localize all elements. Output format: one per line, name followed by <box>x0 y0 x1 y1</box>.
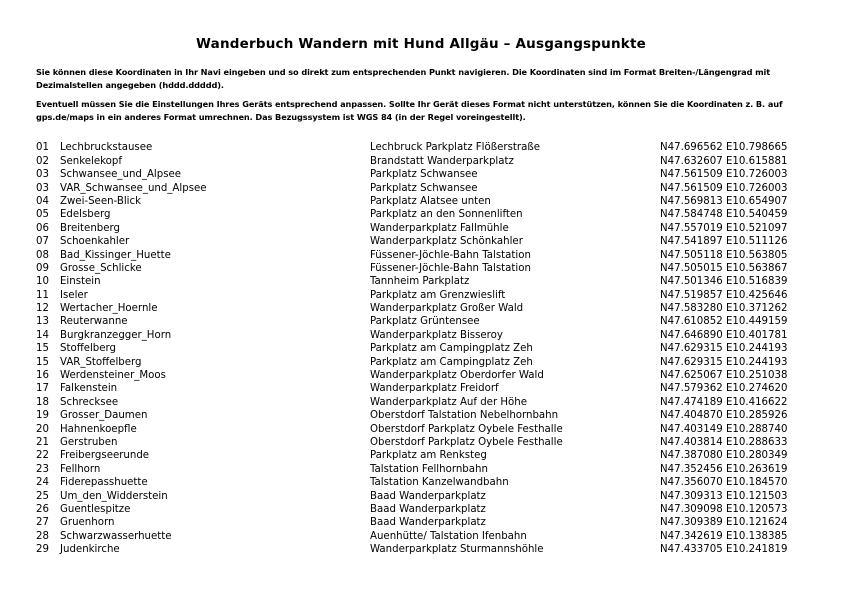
waypoint-number: 14 <box>36 329 49 341</box>
table-row <box>36 396 806 409</box>
table-row <box>36 343 806 356</box>
table-row <box>36 423 806 436</box>
waypoint-place: Wanderparkplatz Schönkahler <box>370 236 523 248</box>
waypoint-name: Lechbruckstausee <box>60 142 153 154</box>
waypoint-name: Werdensteiner_Moos <box>60 370 166 382</box>
waypoint-coordinates: N47.625067 E10.251038 <box>660 370 788 382</box>
waypoint-number: 24 <box>36 477 49 489</box>
waypoint-number: 21 <box>36 437 49 448</box>
intro-text-block <box>36 66 806 124</box>
waypoint-coordinates: N47.505015 E10.563867 <box>660 262 788 274</box>
waypoint-coordinates: N47.561509 E10.726003 <box>660 182 788 194</box>
waypoint-name: Schoenkahler <box>60 236 130 248</box>
waypoint-place: Oberstdorf Parkplatz Oybele Festhalle <box>370 437 563 448</box>
waypoint-place: Füssener-Jöchle-Bahn Talstation <box>370 262 531 274</box>
waypoint-place: Parkplatz am Campingplatz Zeh <box>370 343 533 355</box>
waypoint-place: Wanderparkplatz Großer Wald <box>370 303 524 315</box>
table-row <box>36 450 806 463</box>
waypoint-place: Tannheim Parkplatz <box>370 276 470 288</box>
waypoint-number: 09 <box>36 262 49 274</box>
waypoint-coordinates: N47.501346 E10.516839 <box>660 276 788 288</box>
waypoint-coordinates: N47.342619 E10.138385 <box>660 530 788 542</box>
waypoint-name: Fiderepasshuette <box>60 477 148 489</box>
waypoint-place: Wanderparkplatz Bisseroy <box>370 329 503 341</box>
waypoint-table <box>36 142 806 557</box>
waypoint-place: Parkplatz Alatsee unten <box>370 195 491 207</box>
waypoint-coordinates: N47.583280 E10.371262 <box>660 303 788 315</box>
waypoint-number: 06 <box>36 222 49 234</box>
waypoint-name: Stoffelberg <box>60 343 117 355</box>
intro-paragraph-2: Eventuell müssen Sie die Einstellungen Ihres Geräts entsprechend anpassen. Sollte Ihr Gerät dieses Format nicht unterstützen, können Sie die Koordinaten z. B. auf gps.de/maps in ein anderes Format umrechnen. Das Bezugssystem ist WGS 84 (in der Regel voreingestellt). <box>36 99 783 123</box>
waypoint-number: 01 <box>36 142 49 154</box>
waypoint-place: Parkplatz am Grenzwieslift <box>370 289 506 301</box>
waypoint-name: Freibergseerunde <box>60 450 150 462</box>
waypoint-coordinates: N47.569813 E10.654907 <box>660 195 788 207</box>
waypoint-name: Fellhorn <box>60 463 101 475</box>
table-row <box>36 195 806 208</box>
waypoint-name: Reuterwanne <box>60 316 128 328</box>
table-row <box>36 544 806 557</box>
waypoint-name: Burgkranzegger_Horn <box>60 329 172 341</box>
table-row <box>36 276 806 289</box>
table-row <box>36 303 806 316</box>
waypoint-name: Iseler <box>60 289 88 301</box>
waypoint-coordinates: N47.403149 E10.288740 <box>660 423 788 435</box>
waypoint-number: 08 <box>36 249 49 261</box>
waypoint-number: 15 <box>36 343 49 355</box>
table-row <box>36 490 806 503</box>
waypoint-coordinates: N47.356070 E10.184570 <box>660 477 788 489</box>
waypoint-number: 27 <box>36 517 49 529</box>
waypoint-place: Wanderparkplatz Fallmühle <box>370 222 509 234</box>
table-row <box>36 517 806 530</box>
waypoint-coordinates: N47.632607 E10.615881 <box>660 155 788 167</box>
waypoint-name: Gerstruben <box>60 437 118 448</box>
table-row <box>36 155 806 168</box>
waypoint-number: 03 <box>36 182 49 194</box>
waypoint-name: VAR_Schwansee_und_Alpsee <box>60 182 207 194</box>
waypoint-coordinates: N47.352456 E10.263619 <box>660 463 788 475</box>
waypoint-number: 02 <box>36 155 49 167</box>
waypoint-coordinates: N47.629315 E10.244193 <box>660 343 788 355</box>
waypoint-place: Parkplatz Schwansee <box>370 182 478 194</box>
table-row <box>36 410 806 423</box>
waypoint-number: 17 <box>36 383 49 395</box>
waypoint-number: 28 <box>36 530 49 542</box>
waypoint-coordinates: N47.433705 E10.241819 <box>660 544 788 556</box>
waypoint-coordinates: N47.584748 E10.540459 <box>660 209 788 221</box>
waypoint-number: 26 <box>36 503 49 515</box>
waypoint-table-wrapper <box>36 142 806 557</box>
waypoint-coordinates: N47.519857 E10.425646 <box>660 289 788 301</box>
waypoint-coordinates: N47.309313 E10.121503 <box>660 490 788 502</box>
waypoint-number: 04 <box>36 195 49 207</box>
intro-paragraph-1: Sie können diese Koordinaten in Ihr Navi eingeben und so direkt zum entsprechenden Punkt navigieren. Die Koordinaten sind im Format Breiten-/Längengrad mit Dezimalstellen angegeben (hddd.ddddd). <box>36 67 771 90</box>
waypoint-name: VAR_Stoffelberg <box>60 356 142 368</box>
waypoint-coordinates: N47.474189 E10.416622 <box>660 396 788 408</box>
waypoint-place: Parkplatz Grüntensee <box>370 316 480 328</box>
waypoint-place: Parkplatz am Campingplatz Zeh <box>370 356 533 368</box>
table-row <box>36 236 806 249</box>
waypoint-place: Wanderparkplatz Sturmannshöhle <box>370 544 544 556</box>
table-row <box>36 383 806 396</box>
waypoint-coordinates: N47.646890 E10.401781 <box>660 329 788 341</box>
waypoint-number: 11 <box>36 289 49 301</box>
table-row <box>36 463 806 476</box>
waypoint-place: Wanderparkplatz Freidorf <box>370 383 499 395</box>
waypoint-place: Brandstatt Wanderparkplatz <box>370 155 514 167</box>
waypoint-coordinates: N47.404870 E10.285926 <box>660 410 788 422</box>
waypoint-place: Lechbruck Parkplatz Flößerstraße <box>370 142 541 154</box>
waypoint-place: Oberstdorf Parkplatz Oybele Festhalle <box>370 423 563 435</box>
waypoint-place: Wanderparkplatz Auf der Höhe <box>370 396 527 408</box>
waypoint-place: Füssener-Jöchle-Bahn Talstation <box>370 249 531 261</box>
waypoint-number: 22 <box>36 450 49 462</box>
waypoint-number: 05 <box>36 209 49 221</box>
waypoint-name: Guentlespitze <box>60 503 131 515</box>
waypoint-place: Baad Wanderparkplatz <box>370 490 486 502</box>
waypoint-number: 29 <box>36 544 49 556</box>
waypoint-name: Breitenberg <box>60 222 120 234</box>
waypoint-number: 13 <box>36 316 49 328</box>
waypoint-place: Baad Wanderparkplatz <box>370 503 486 515</box>
waypoint-coordinates: N47.579362 E10.274620 <box>660 383 788 395</box>
table-row <box>36 262 806 275</box>
table-row <box>36 289 806 302</box>
table-row <box>36 436 806 449</box>
waypoint-name: Schrecksee <box>60 396 119 408</box>
waypoint-name: Schwansee_und_Alpsee <box>60 169 182 181</box>
table-row <box>36 249 806 262</box>
table-row <box>36 356 806 369</box>
waypoint-coordinates: N47.309098 E10.120573 <box>660 503 788 515</box>
waypoint-coordinates: N47.629315 E10.244193 <box>660 356 788 368</box>
waypoint-name: Falkenstein <box>60 383 118 395</box>
waypoint-number: 23 <box>36 463 49 475</box>
waypoint-coordinates: N47.505118 E10.563805 <box>660 249 788 261</box>
waypoint-place: Parkplatz an den Sonnenliften <box>370 209 523 221</box>
waypoint-name: Einstein <box>60 276 101 288</box>
waypoint-number: 07 <box>36 236 49 248</box>
table-row <box>36 209 806 222</box>
waypoint-number: 19 <box>36 410 49 422</box>
table-row <box>36 477 806 490</box>
waypoint-place: Baad Wanderparkplatz <box>370 517 486 529</box>
waypoint-coordinates: N47.403814 E10.288633 <box>660 437 788 448</box>
waypoint-name: Edelsberg <box>60 209 111 221</box>
waypoint-coordinates: N47.610852 E10.449159 <box>660 316 788 328</box>
table-row <box>36 503 806 516</box>
waypoint-name: Senkelekopf <box>60 155 122 167</box>
table-row <box>36 182 806 195</box>
waypoint-name: Grosse_Schlicke <box>60 262 142 274</box>
table-row <box>36 169 806 182</box>
waypoint-coordinates: N47.387080 E10.280349 <box>660 450 788 462</box>
table-row <box>36 530 806 543</box>
page-title: Wanderbuch Wandern mit Hund Allgäu – Ausgangspunkte <box>196 36 646 52</box>
waypoint-number: 03 <box>36 169 49 181</box>
waypoint-place: Parkplatz am Renksteg <box>370 450 487 462</box>
waypoint-place: Oberstdorf Talstation Nebelhornbahn <box>370 410 559 422</box>
table-row <box>36 369 806 382</box>
waypoint-name: Wertacher_Hoernle <box>60 303 158 315</box>
waypoint-place: Talstation Fellhornbahn <box>370 463 488 475</box>
waypoint-coordinates: N47.561509 E10.726003 <box>660 169 788 181</box>
waypoint-number: 16 <box>36 370 49 382</box>
waypoint-name: Bad_Kissinger_Huette <box>60 249 171 261</box>
waypoint-number: 15 <box>36 356 49 368</box>
waypoint-coordinates: N47.557019 E10.521097 <box>660 222 788 234</box>
waypoint-name: Gruenhorn <box>60 517 115 529</box>
waypoint-coordinates: N47.541897 E10.511126 <box>660 236 788 248</box>
waypoint-name: Grosser_Daumen <box>60 410 148 422</box>
waypoint-place: Parkplatz Schwansee <box>370 169 478 181</box>
waypoint-place: Talstation Kanzelwandbahn <box>370 477 509 489</box>
waypoint-number: 20 <box>36 423 49 435</box>
waypoint-number: 10 <box>36 276 49 288</box>
table-row <box>36 316 806 329</box>
waypoint-coordinates: N47.309389 E10.121624 <box>660 517 788 529</box>
waypoint-name: Hahnenkoepfle <box>60 423 137 435</box>
waypoint-coordinates: N47.696562 E10.798665 <box>660 142 788 154</box>
table-row <box>36 142 806 155</box>
waypoint-name: Um_den_Widderstein <box>60 490 168 502</box>
waypoint-name: Zwei-Seen-Blick <box>60 195 142 207</box>
waypoint-number: 18 <box>36 396 49 408</box>
waypoint-name: Judenkirche <box>60 544 120 556</box>
table-row <box>36 222 806 235</box>
waypoint-place: Wanderparkplatz Oberdorfer Wald <box>370 370 544 382</box>
table-row <box>36 329 806 342</box>
waypoint-number: 12 <box>36 303 49 315</box>
waypoint-number: 25 <box>36 490 49 502</box>
waypoint-name: Schwarzwasserhuette <box>60 530 172 542</box>
waypoint-place: Auenhütte/ Talstation Ifenbahn <box>370 530 527 542</box>
waypoint-table-body <box>36 142 806 557</box>
